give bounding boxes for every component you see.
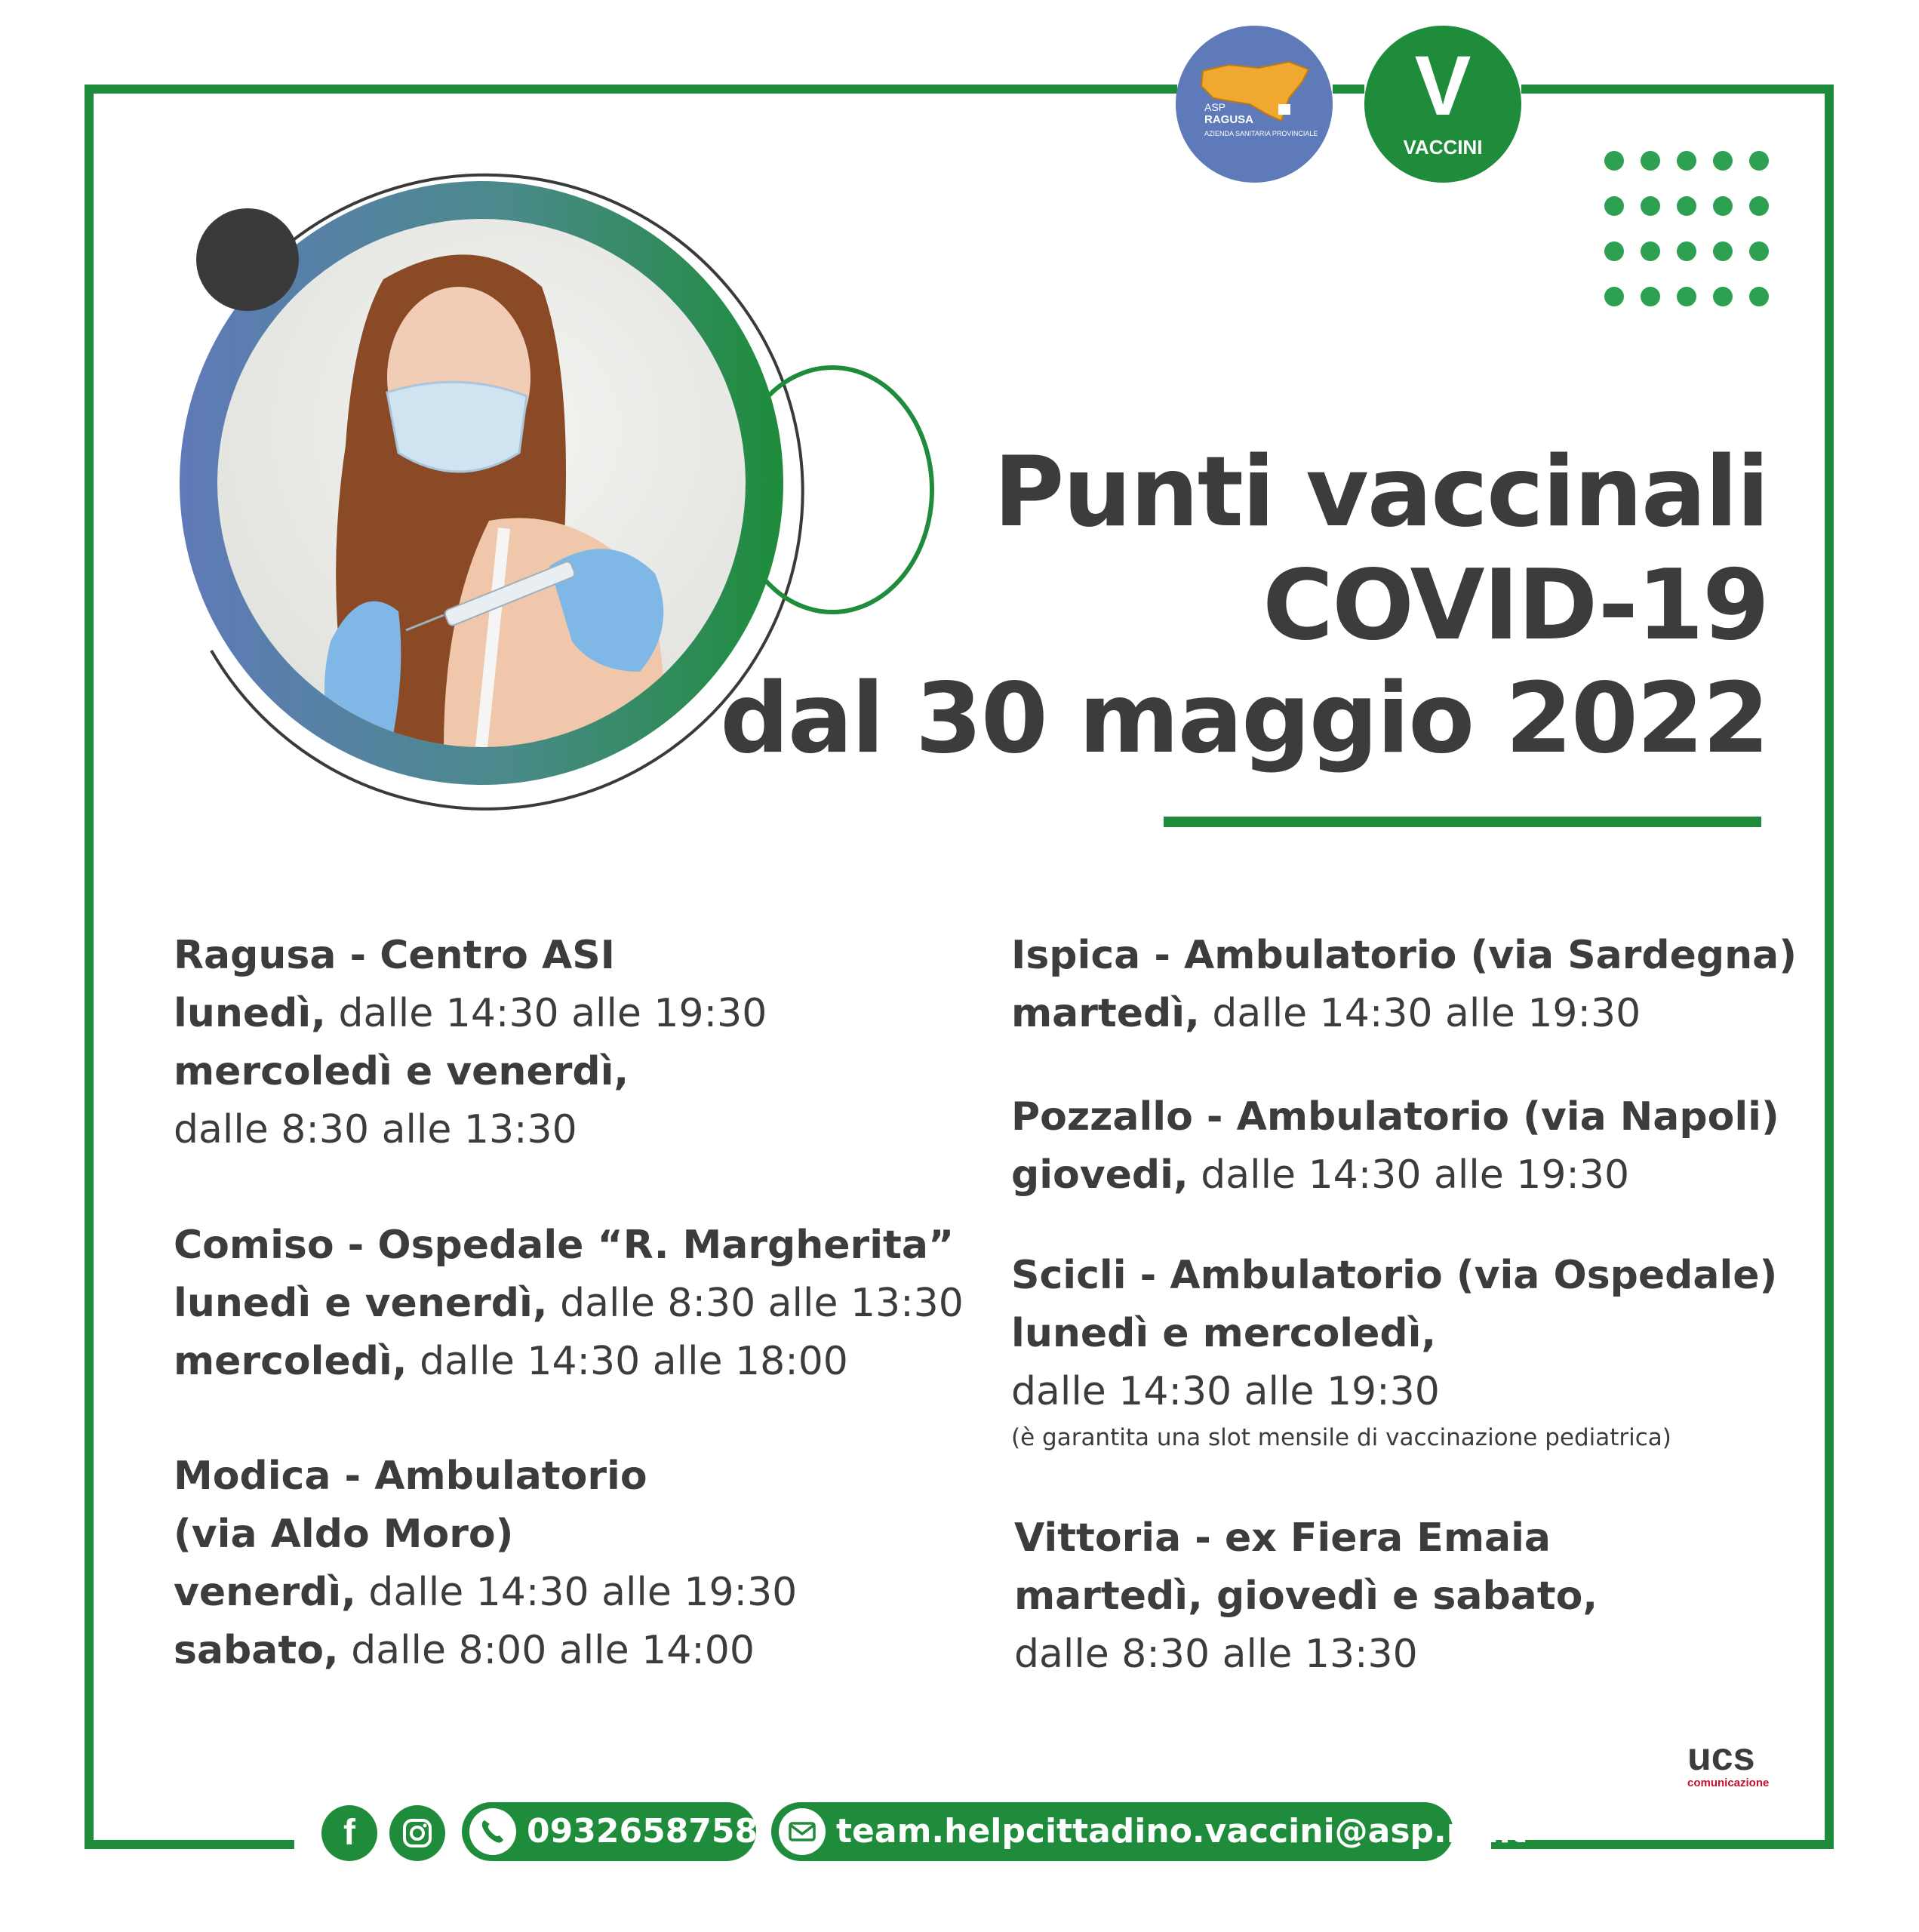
decorative-dots	[1604, 151, 1778, 317]
facebook-icon[interactable]: f	[321, 1805, 377, 1861]
schedule-ragusa	[174, 927, 767, 1159]
email-address: team.helpcittadino.vaccini@asp.rg.it	[836, 1812, 1527, 1850]
schedule-ispica	[1011, 927, 1797, 1043]
asp-ragusa-logo	[1176, 26, 1333, 183]
envelope-icon	[779, 1808, 826, 1855]
schedule-line: martedì, dalle 14:30 alle 19:30	[1011, 991, 1641, 1036]
frame-bottom-left	[85, 1840, 294, 1849]
title-underline	[1164, 817, 1761, 827]
asp-line1: ASP	[1204, 101, 1226, 113]
place-name: Ragusa - Centro ASI	[174, 933, 616, 978]
decorative-dark-dot	[196, 208, 299, 311]
frame-top-right	[1521, 85, 1834, 94]
schedule-line: giovedi, dalle 14:30 alle 19:30	[1011, 1152, 1630, 1198]
phone-number: 0932658758	[527, 1812, 758, 1850]
schedule-line: venerdì, dalle 14:30 alle 19:30	[174, 1570, 798, 1615]
frame-left	[85, 85, 94, 1849]
title-line-3: dal 30 maggio 2022	[720, 663, 1768, 775]
schedule-line: mercoledì, dalle 14:30 alle 18:00	[174, 1339, 848, 1384]
title-line-1: Punti vaccinali	[993, 436, 1768, 549]
vaccination-photo	[217, 219, 746, 747]
ucs-logo-sub: comunicazione	[1687, 1777, 1770, 1789]
frame-bottom-right	[1491, 1840, 1834, 1849]
schedule-line: lunedì, dalle 14:30 alle 19:30	[174, 991, 767, 1036]
frame-top-left	[85, 85, 1177, 94]
place-name: Scicli - Ambulatorio (via Ospedale)	[1011, 1253, 1778, 1298]
schedule-line: lunedì e venerdì, dalle 8:30 alle 13:30	[174, 1281, 964, 1326]
place-name: Modica - Ambulatorio	[174, 1454, 647, 1499]
vaccini-logo	[1364, 26, 1521, 183]
place-address: (via Aldo Moro)	[174, 1512, 514, 1557]
place-name: Comiso - Ospedale “R. Margherita”	[174, 1223, 955, 1268]
schedule-pozzallo	[1011, 1088, 1779, 1204]
phone-icon	[469, 1808, 516, 1855]
schedule-scicli	[1011, 1247, 1777, 1454]
place-name: Vittoria - ex Fiera Emaia	[1014, 1515, 1551, 1561]
schedule-modica	[174, 1447, 797, 1680]
schedule-note: (è garantita una slot mensile di vaccinazione pediatrica)	[1011, 1424, 1671, 1451]
ucs-logo-text: ucs	[1687, 1735, 1755, 1779]
vaccini-logo-letter: V	[1414, 38, 1472, 133]
schedule-comiso	[174, 1217, 964, 1391]
asp-line3: AZIENDA SANITARIA PROVINCIALE	[1204, 130, 1318, 137]
place-name: Ispica - Ambulatorio (via Sardegna)	[1011, 933, 1797, 978]
schedule-line: dalle 8:30 alle 13:30	[174, 1107, 577, 1152]
email-button[interactable]	[771, 1802, 1527, 1861]
instagram-icon[interactable]	[389, 1805, 445, 1861]
ucs-comunicazione-logo	[1687, 1736, 1793, 1804]
instagram-glyph	[389, 1805, 445, 1861]
schedule-line: mercoledì e venerdì,	[174, 1049, 629, 1094]
phone-button[interactable]	[462, 1802, 756, 1861]
frame-right	[1825, 85, 1834, 1849]
schedule-vittoria	[1014, 1509, 1598, 1684]
schedule-line: sabato, dalle 8:00 alle 14:00	[174, 1628, 755, 1673]
schedule-line: martedì, giovedì e sabato,	[1014, 1574, 1598, 1619]
place-name: Pozzallo - Ambulatorio (via Napoli)	[1011, 1094, 1779, 1140]
schedule-line: dalle 14:30 alle 19:30	[1011, 1369, 1440, 1414]
schedule-line: dalle 8:30 alle 13:30	[1014, 1632, 1418, 1677]
page-title	[720, 436, 1768, 776]
sicily-map-icon	[1176, 26, 1333, 183]
vaccini-logo-label: VACCINI	[1403, 136, 1483, 158]
schedule-line: lunedì e mercoledì,	[1011, 1311, 1437, 1356]
title-line-2: COVID-19	[1262, 549, 1768, 662]
woman-vaccination-illustration	[217, 219, 746, 747]
asp-line2: RAGUSA	[1204, 113, 1254, 126]
frame-top-middle	[1333, 85, 1364, 94]
